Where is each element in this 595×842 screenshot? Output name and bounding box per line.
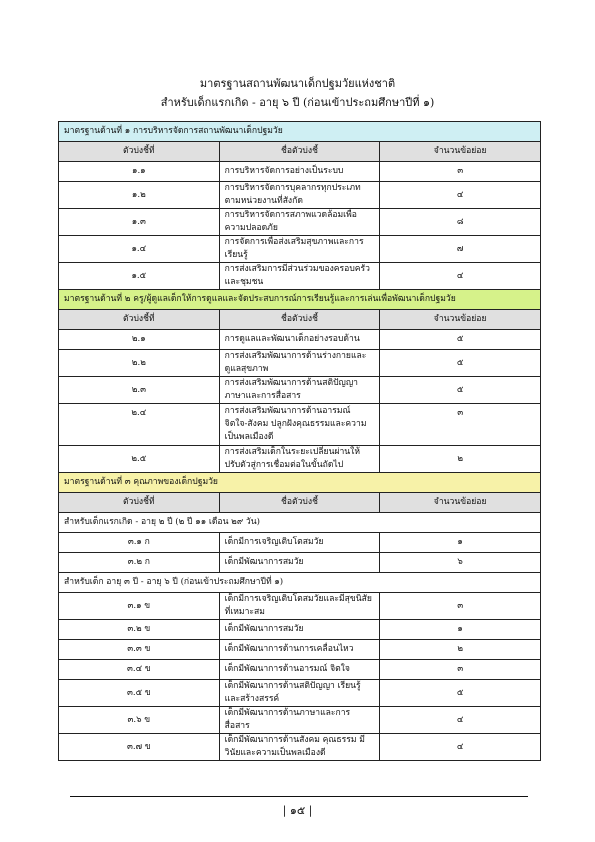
indicator-name: เด็กมีพัฒนาการด้านการเคลื่อนไหว [219,640,380,660]
table-row [59,404,541,446]
standards-table [58,121,541,761]
indicator-count: ๔ [380,182,541,209]
indicator-count: ๕ [380,350,541,377]
standard-1-row [59,122,541,142]
table-row [59,263,541,290]
table-row [59,377,541,404]
indicator-count: ๗ [380,236,541,263]
indicator-code: ๓.๖ ข [59,707,220,734]
indicator-name: การบริหารจัดการอย่างเป็นระบบ [219,162,380,182]
footer-divider [70,796,528,797]
column-header-code: ตัวบ่งชี้ที่ [59,493,220,513]
standard-2-row [59,290,541,310]
indicator-code: ๑.๕ [59,263,220,290]
indicator-count: ๑ [380,533,541,553]
table-row [59,162,541,182]
indicator-code: ๑.๑ [59,162,220,182]
column-header-code: ตัวบ่งชี้ที่ [59,310,220,330]
column-header-code: ตัวบ่งชี้ที่ [59,142,220,162]
table-row [59,640,541,660]
indicator-count: ๔ [380,707,541,734]
column-header-count: จำนวนข้อย่อย [380,310,541,330]
indicator-code: ๒.๔ [59,404,220,446]
indicator-code: ๑.๓ [59,209,220,236]
column-header-row [59,493,541,513]
indicator-code: ๓.๓ ข [59,640,220,660]
indicator-name: การส่งเสริมเด็กในระยะเปลี่ยนผ่านให้ปรับตัวสู่การเชื่อมต่อในขั้นถัดไป [219,446,380,473]
indicator-count: ๓ [380,660,541,680]
age-group-row [59,573,541,593]
standard-1-title: มาตรฐานด้านที่ ๑ การบริหารจัดการสถานพัฒนาเด็กปฐมวัย [59,122,541,142]
column-header-name: ชื่อตัวบ่งชี้ [219,310,380,330]
indicator-code: ๓.๗ ข [59,734,220,761]
indicator-code: ๒.๑ [59,330,220,350]
indicator-name: เด็กมีการเจริญเติบโตสมวัยและมีสุขนิสัยที่เหมาะสม [219,593,380,620]
indicator-name: การบริหารจัดการสภาพแวดล้อมเพื่อความปลอดภัย [219,209,380,236]
indicator-count: ๕ [380,377,541,404]
column-header-count: จำนวนข้อย่อย [380,142,541,162]
indicator-count: ๓ [380,593,541,620]
indicator-code: ๑.๔ [59,236,220,263]
column-header-count: จำนวนข้อย่อย [380,493,541,513]
indicator-count: ๓ [380,162,541,182]
indicator-name: เด็กมีพัฒนาการด้านสังคม คุณธรรม มีวินัยและความเป็นพลเมืองดี [219,734,380,761]
indicator-count: ๔ [380,263,541,290]
table-row [59,446,541,473]
indicator-code: ๓.๔ ข [59,660,220,680]
document-subtitle: สำหรับเด็กแรกเกิด - อายุ ๖ ปี (ก่อนเข้าประถมศึกษาปีที่ ๑) [160,96,435,109]
column-header-row [59,142,541,162]
indicator-name: เด็กมีพัฒนาการสมวัย [219,620,380,640]
indicator-code: ๒.๒ [59,350,220,377]
indicator-code: ๓.๑ ข [59,593,220,620]
indicator-code: ๓.๒ ก [59,553,220,573]
table-row [59,734,541,761]
indicator-name: การจัดการเพื่อส่งเสริมสุขภาพและการเรียนรู้ [219,236,380,263]
table-row [59,236,541,263]
indicator-count: ๘ [380,209,541,236]
indicator-count: ๕ [380,680,541,707]
indicator-code: ๑.๒ [59,182,220,209]
table-row [59,707,541,734]
standard-3-title: มาตรฐานด้านที่ ๓ คุณภาพของเด็กปฐมวัย [59,473,541,493]
table-row [59,593,541,620]
indicator-count: ๓ [380,404,541,446]
indicator-code: ๒.๓ [59,377,220,404]
table-row [59,553,541,573]
indicator-code: ๓.๕ ข [59,680,220,707]
indicator-name: การส่งเสริมพัฒนาการด้านอารมณ์ จิตใจ-สังคม ปลูกฝังคุณธรรมและความเป็นพลเมืองดี [219,404,380,446]
column-header-row [59,310,541,330]
table-row [59,330,541,350]
table-row [59,533,541,553]
column-header-name: ชื่อตัวบ่งชี้ [219,142,380,162]
indicator-name: การดูแลและพัฒนาเด็กอย่างรอบด้าน [219,330,380,350]
indicator-name: เด็กมีการเจริญเติบโตสมวัย [219,533,380,553]
table-row [59,660,541,680]
indicator-count: ๖ [380,553,541,573]
indicator-name: เด็กมีพัฒนาการด้านอารมณ์ จิตใจ [219,660,380,680]
indicator-count: ๒ [380,446,541,473]
document-title: มาตรฐานสถานพัฒนาเด็กปฐมวัยแห่งชาติ [199,77,396,90]
indicator-count: ๕ [380,330,541,350]
indicator-name: เด็กมีพัฒนาการด้านภาษาและการสื่อสาร [219,707,380,734]
page-number: | ๑๕ | [282,804,313,817]
age-group-row [59,513,541,533]
standard-2-title: มาตรฐานด้านที่ ๒ ครู/ผู้ดูแลเด็กให้การดูแลและจัดประสบการณ์การเรียนรู้และการเล่นเพื่อพัฒนาเด็กปฐมวัย [59,290,541,310]
standard-3-row [59,473,541,493]
table-row [59,182,541,209]
indicator-count: ๒ [380,640,541,660]
column-header-name: ชื่อตัวบ่งชี้ [219,493,380,513]
indicator-name: การส่งเสริมพัฒนาการด้านร่างกายและดูแลสุขภาพ [219,350,380,377]
indicator-code: ๒.๕ [59,446,220,473]
indicator-code: ๓.๒ ข [59,620,220,640]
indicator-name: การส่งเสริมการมีส่วนร่วมของครอบครัวและชุมชน [219,263,380,290]
indicator-count: ๑ [380,620,541,640]
table-row [59,680,541,707]
indicator-name: การส่งเสริมพัฒนาการด้านสติปัญญา ภาษาและการสื่อสาร [219,377,380,404]
indicator-name: การบริหารจัดการบุคลากรทุกประเภทตามหน่วยงานที่สังกัด [219,182,380,209]
table-row [59,350,541,377]
indicator-name: เด็กมีพัฒนาการสมวัย [219,553,380,573]
indicator-code: ๓.๑ ก [59,533,220,553]
indicator-name: เด็กมีพัฒนาการด้านสติปัญญา เรียนรู้และสร้างสรรค์ [219,680,380,707]
table-row [59,209,541,236]
table-row [59,620,541,640]
age-group-label: สำหรับเด็กแรกเกิด - อายุ ๒ ปี (๒ ปี ๑๑ เดือน ๒๙ วัน) [59,513,541,533]
indicator-count: ๔ [380,734,541,761]
age-group-label: สำหรับเด็ก อายุ ๓ ปี - อายุ ๖ ปี (ก่อนเข้าประถมศึกษาปีที่ ๑) [59,573,541,593]
